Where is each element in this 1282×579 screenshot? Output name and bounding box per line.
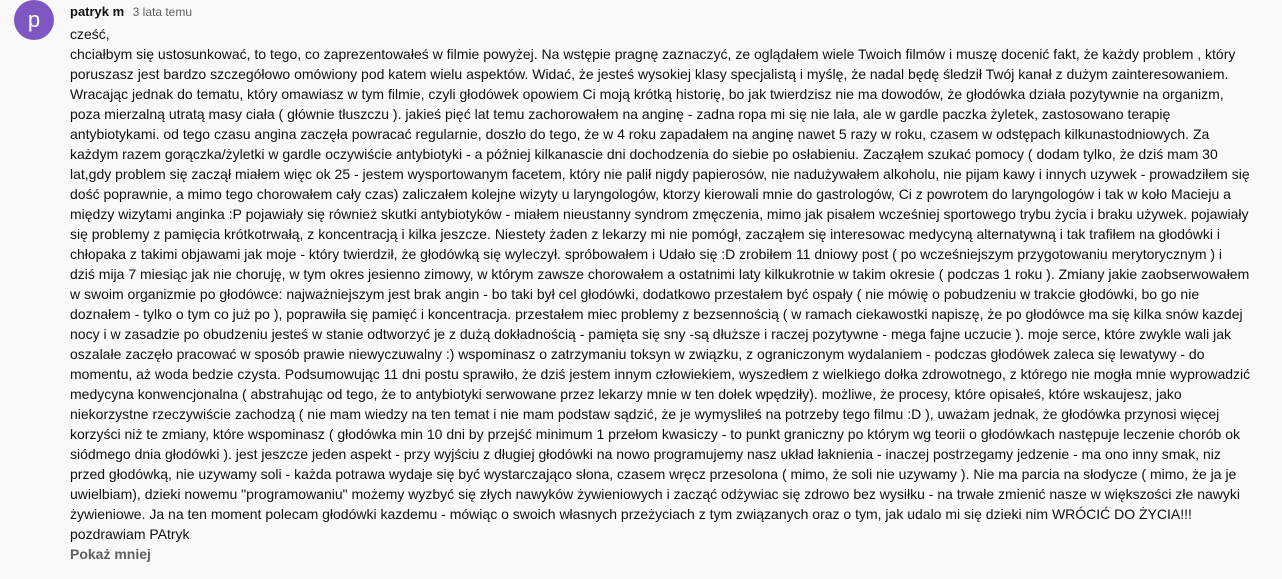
- author-name[interactable]: patryk m: [70, 4, 125, 19]
- comment-text-line: oszalałe zaczęło pracować w sposób prawie niewyczuwalny :) wspominasz o zatrzymaniu toksyn w związku, z ograniczonym wydalaniem - podczas głodówek zaleca się lewatywy - do: [70, 346, 1205, 362]
- comment-text-line: poza mierzalną utratą masy ciała ( głównie tłuszczu ). jakieś pięć lat temu zachorowałem na anginę - zadna ropa mi się nie lała, ale w gardle paczka żyletek, zastosowano terapię: [70, 106, 1171, 122]
- comment-text-line: między wizytami anginka :P pojawiały się również skutki antybiotyków - miałem nieustanny syndrom zmęczenia, mimo jak pisałem wcześniej sportowego trybu życia i braku używek. pojawiały: [70, 206, 1249, 222]
- comment-text-line: chciałbym się ustosunkować, to tego, co zaprezentowałeś w filmie powyżej. Na wstępie pragnę zaznaczyć, ze oglądałem wiele Twoich filmów i muszę docenić fakt, że każdy problem , który: [70, 46, 1236, 62]
- comment-timestamp[interactable]: 3 lata temu: [132, 5, 193, 19]
- comment-text-line: każdym razem gorączka/żyletki w gardle oczywiście antybiotyki - a później kilkanascie dni dochodzenia do siebie po osłabieniu. Zacząłem szukać pomocy ( dodam tylko, że dziś mam 30: [70, 146, 1218, 162]
- comment-text-line: żywieniowe. Ja na ten moment polecam głodówki kazdemu - mówiąc o swoich własnych przeżyciach z tym związanych oraz o tym, jak udalo mi się dzieki nim WRÓCIĆ DO ŻYCIA!!!: [70, 506, 1192, 522]
- comment-text-line: korzyści niż te zmiany, które wspominasz ( głodówka min 10 dni by przejść minimum 1 przełom kwasiczy - to punkt graniczny po którym wg teorii o głodówkach następuje leczenie chorób ok: [70, 426, 1241, 442]
- comment-text-line: pozdrawiam PAtryk: [70, 526, 190, 542]
- comment-header: [70, 3, 192, 21]
- comment-text-line: chłopaka z takimi objawami jak moje - który twierdził, że głodówką się wyleczył. spróbowałem i Udało się :D zrobiłem 11 dniowy post ( po wcześniejszym przygotowaniu merytorycznym ) i: [70, 246, 1223, 262]
- comment-text-line: nocy i w zasadzie po obudzeniu jesteś w stanie odtworzyć je z dużą dokładnością - pamięta się sny -są dłuższe i raczej pozytywne - mega fajne uczucie ). moje serce, które zwykle wali jak: [70, 326, 1231, 342]
- comment-text-line: cześć,: [70, 26, 110, 42]
- comment-text-line: Wracając jednak do tematu, który omawiasz w tym filmie, czyli głodówek opowiem Ci moją krótką historię, bo jak twierdzisz nie ma dowodów, że głodówka działa pozytywnie na organizm,: [70, 86, 1224, 102]
- comment-text-line: przed głodówką, nie uzywamy soli - każda potrawa wydaje się być wystarczająco słona, czasem wręcz przesolona ( mimo, że soli nie uzywamy ). Nie ma parcia na słodycze ( mimo, że ja je: [70, 466, 1237, 482]
- comment-text-line: poruszasz jest bardzo szczegółowo omówiony pod katem wielu aspektów. Widać, że jesteś wysokiej klasy specjalistą i myślę, że nadal będę śledził Twój kanał z dużym zainteresowaniem.: [70, 66, 1229, 82]
- comment-text-line: momentu, aż woda bedzie czysta. Podsumowując 11 dni postu sprawiło, że dziś jestem innym człowiekiem, wyszedłem z wielkiego dołka zdrowotnego, z którego nie mogła mnie wyprowadzić: [70, 366, 1251, 382]
- comment-text-line: lat,gdy problem się zaczął miałem więc ok 25 - jestem wysportowanym facetem, który nie palił nigdy papierosów, nie nadużywałem alkoholu, nie pijam kawy i innych uzywek - prowadziłem się: [70, 166, 1250, 182]
- comment-text-line: w swoim organizmie po głodówce: najważniejszym jest brak angin - bo taki był cel głodówki, dodatkowo przestałem być ospały ( nie mówię o pobudzeniu w trakcie głodówki, bo go nie: [70, 286, 1200, 302]
- comment-text-line: dość poprawnie, a mimo tego chorowałem cały czas) zaliczałem kolejne wizyty u laryngologów, ktorzy kierowali mnie do gastrologów, Ci z powrotem do laryngologów i tak w koło Macieju a: [70, 186, 1231, 202]
- comment-text-line: siódmego dnia głodówki ). jest jeszcze jeden aspekt - przy wyjściu z długiej głodówki na nowo programujemy nasz układ łaknienia - inaczej postrzegamy jedzenie - ma ono inny smak, niz: [70, 446, 1221, 462]
- comment-text-line: się problemy z pamięcia krótkotrwałą, z koncentracją i kilka jeszcze. Niestety żaden z lekarzy mi nie pomógł, zacząłem się interesowac medycyną alternatywną i tak trafiłem na głodówki i: [70, 226, 1221, 242]
- comment-text-line: doznałem - tylko o tym co już po ), poprawiła się pamięć i koncentracja. przestałem miec problemy z bezsennością ( w ramach ciekawostki napiszę, że po głodówce ma się kilka snów kazdej: [70, 306, 1243, 322]
- show-less-button[interactable]: Pokaż mniej: [70, 546, 151, 562]
- comment-text-line: niekorzystne rzeczywiście zachodzą ( nie mam wiedzy na ten temat i nie mam podstaw sądzić, że je wymysliłeś na potrzeby tego filmu :D ), uważam jednak, że głodówka przynosi więcej: [70, 406, 1220, 422]
- comment-text-line: medycyna konwencjonalna ( abstrahując od tego, że to antybiotyki serwowane przez lekarzy mnie w ten dołek wpędziły). możliwe, że procesy, które opisałeś, które wskaujesz, jako: [70, 386, 1182, 402]
- comment-text-line: uwielbiam), dzieki nowemu "programowaniu" możemy wyzbyć się złych nawyków żywieniowych i zacząć odżywiac się zdrowo bez wysiłku - na trwałe zmienić nasze w większości złe nawyki: [70, 486, 1241, 502]
- comment-text-line: antybiotykami. od tego czasu angina zaczęła powracać regularnie, doszło do tego, że w 4 roku zapadałem na anginę nawet 5 razy w roku, czasem w odstępach kilkunastodniowych. Za: [70, 126, 1210, 142]
- comment-text-line: dziś mija 7 miesiąc jak nie choruję, w tym okres jesienno zimowy, w którym zawsze chorowałem a ostatnimi laty kilkukrotnie w takim okresie ( podczas 1 roku ). Zmiany jakie zaobserwowałem: [70, 266, 1250, 282]
- comment-text: [70, 24, 1270, 544]
- author-avatar[interactable]: p: [14, 0, 54, 40]
